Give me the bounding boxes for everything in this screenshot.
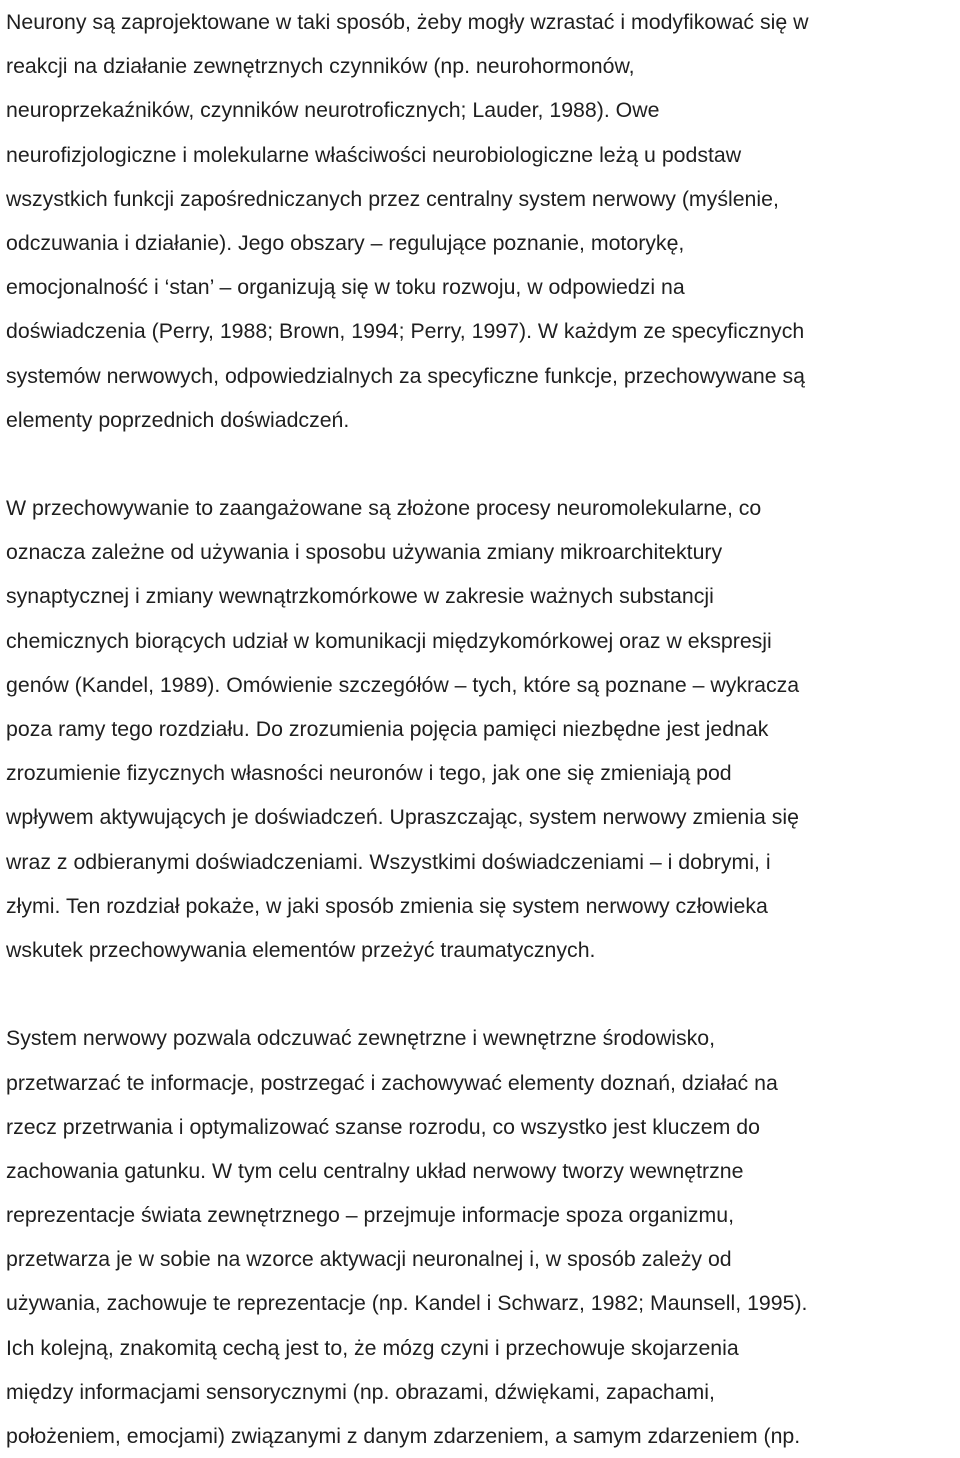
- text-line: przetwarza je w sobie na wzorce aktywacji neuronalnej i, w sposób zależy od: [6, 1247, 732, 1272]
- text-line: doświadczenia (Perry, 1988; Brown, 1994; Perry, 1997). W każdym ze specyficznych: [6, 319, 805, 344]
- text-line: neurofizjologiczne i molekularne właściwości neurobiologiczne leżą u podstaw: [6, 142, 742, 167]
- text-line: złymi. Ten rozdział pokaże, w jaki sposób zmienia się system nerwowy człowieka: [6, 893, 768, 918]
- text-line: synaptycznej i zmiany wewnątrzkomórkowe w zakresie ważnych substancji: [6, 584, 714, 609]
- text-line: System nerwowy pozwala odczuwać zewnętrzne i wewnętrzne środowisko,: [6, 1026, 716, 1051]
- text-line: zachowania gatunku. W tym celu centralny układ nerwowy tworzy wewnętrzne: [6, 1158, 744, 1183]
- paragraph-spacer: [6, 972, 960, 1016]
- text-line: zrozumienie fizycznych własności neuronów i tego, jak one się zmieniają pod: [6, 761, 732, 786]
- paragraph-3: [6, 1016, 960, 1458]
- text-line: oznacza zależne od używania i sposobu używania zmiany mikroarchitektury: [6, 540, 723, 565]
- text-line: W przechowywanie to zaangażowane są złożone procesy neuromolekularne, co: [6, 496, 762, 521]
- text-line: emocjonalność i ‘stan’ – organizują się w toku rozwoju, w odpowiedzi na: [6, 275, 685, 300]
- text-line: Ich kolejną, znakomitą cechą jest to, że mózg czyni i przechowuje skojarzenia: [6, 1335, 739, 1360]
- text-line: genów (Kandel, 1989). Omówienie szczegółów – tych, które są poznane – wykracza: [6, 672, 800, 697]
- text-line: Neurony są zaprojektowane w taki sposób, żeby mogły wzrastać i modyfikować się w: [6, 10, 809, 34]
- paragraph-2: [6, 486, 960, 972]
- text-line: reprezentacje świata zewnętrznego – przejmuje informacje spoza organizmu,: [6, 1203, 735, 1228]
- text-line: położeniem, emocjami) związanymi z danym zdarzeniem, a samym zdarzeniem (np.: [6, 1424, 801, 1448]
- text-line: używania, zachowuje te reprezentacje (np. Kandel i Schwarz, 1982; Maunsell, 1995).: [6, 1291, 808, 1316]
- text-line: wpływem aktywujących je doświadczeń. Upraszczając, system nerwowy zmienia się: [6, 805, 799, 830]
- text-line: rzecz przetrwania i optymalizować szanse rozrodu, co wszystko jest kluczem do: [6, 1114, 760, 1139]
- text-line: wraz z odbieranymi doświadczeniami. Wszystkimi doświadczeniami – i dobrymi, i: [6, 849, 771, 874]
- text-line: neuroprzekaźników, czynników neurotroficznych; Lauder, 1988). Owe: [6, 98, 660, 123]
- paragraph-spacer: [6, 442, 960, 486]
- text-line: między informacjami sensorycznymi (np. obrazami, dźwiękami, zapachami,: [6, 1379, 715, 1404]
- text-line: wskutek przechowywania elementów przeżyć traumatycznych.: [6, 937, 596, 962]
- document-page: [6, 0, 960, 1458]
- text-line: wszystkich funkcji zapośredniczanych przez centralny system nerwowy (myślenie,: [6, 186, 779, 211]
- text-line: poza ramy tego rozdziału. Do zrozumienia pojęcia pamięci niezbędne jest jednak: [6, 717, 769, 741]
- text-line: systemów nerwowych, odpowiedzialnych za specyficzne funkcje, przechowywane są: [6, 363, 806, 388]
- text-line: odczuwania i działanie). Jego obszary – regulujące poznanie, motorykę,: [6, 230, 685, 255]
- text-line: reakcji na działanie zewnętrznych czynników (np. neurohormonów,: [6, 54, 635, 79]
- text-line: przetwarzać te informacje, postrzegać i zachowywać elementy doznań, działać na: [6, 1070, 778, 1095]
- text-line: chemicznych biorących udział w komunikacji międzykomórkowej oraz w ekspresji: [6, 628, 772, 653]
- paragraph-1: [6, 0, 960, 442]
- text-line: elementy poprzednich doświadczeń.: [6, 407, 350, 432]
